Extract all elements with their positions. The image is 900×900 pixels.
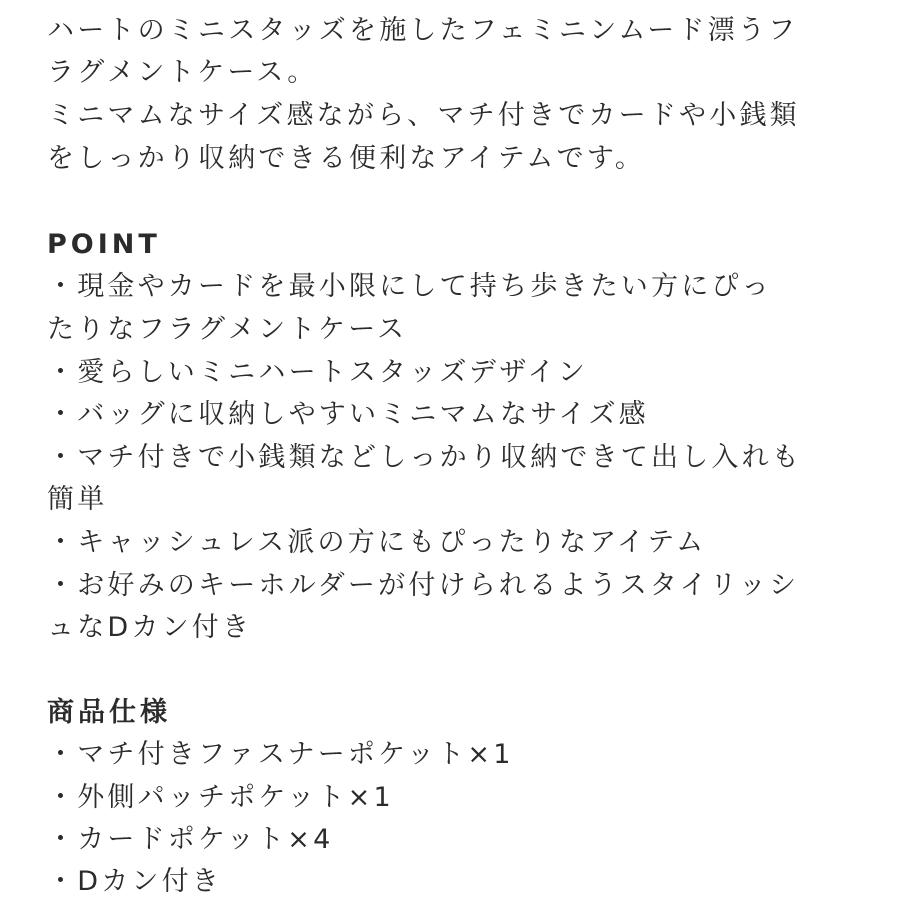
point-item-6-cont: ュなDカン付き [47,612,253,643]
intro-line-4: をしっかり収納できる便利なアイテムです。 [47,143,646,174]
point-item-1-cont: たりなフラグメントケース [47,314,408,345]
spec-item-3: ・カードポケット×4 [47,824,334,855]
specs-heading: 商品仕様 [47,697,171,728]
point-item-2: ・愛らしいミニハートスタッズデザイン [47,357,588,388]
intro-line-3: ミニマムなサイズ感ながら、マチ付きでカードや小銭類 [47,100,800,131]
point-item-1: ・現金やカードを最小限にして持ち歩きたい方にぴっ [47,271,772,302]
point-item-4: ・マチ付きで小銭類などしっかり収納できて出し入れも [47,442,802,473]
point-heading: POINT [47,229,161,260]
point-item-4-cont: 簡単 [47,484,108,515]
spec-item-4: ・Dカン付き [47,866,222,897]
point-item-5: ・キャッシュレス派の方にもぴったりなアイテム [47,527,707,558]
intro-line-2: ラグメントケース。 [47,57,318,88]
intro-line-1: ハートのミニスタッズを施したフェミニンムード漂うフ [47,15,799,46]
spec-item-1: ・マチ付きファスナーポケット×1 [47,739,514,770]
spec-item-2: ・外側パッチポケット×1 [47,782,394,813]
point-item-6: ・お好みのキーホルダーが付けられるようスタイリッシ [47,570,800,601]
point-item-3: ・バッグに収納しやすいミニマムなサイズ感 [47,399,649,430]
